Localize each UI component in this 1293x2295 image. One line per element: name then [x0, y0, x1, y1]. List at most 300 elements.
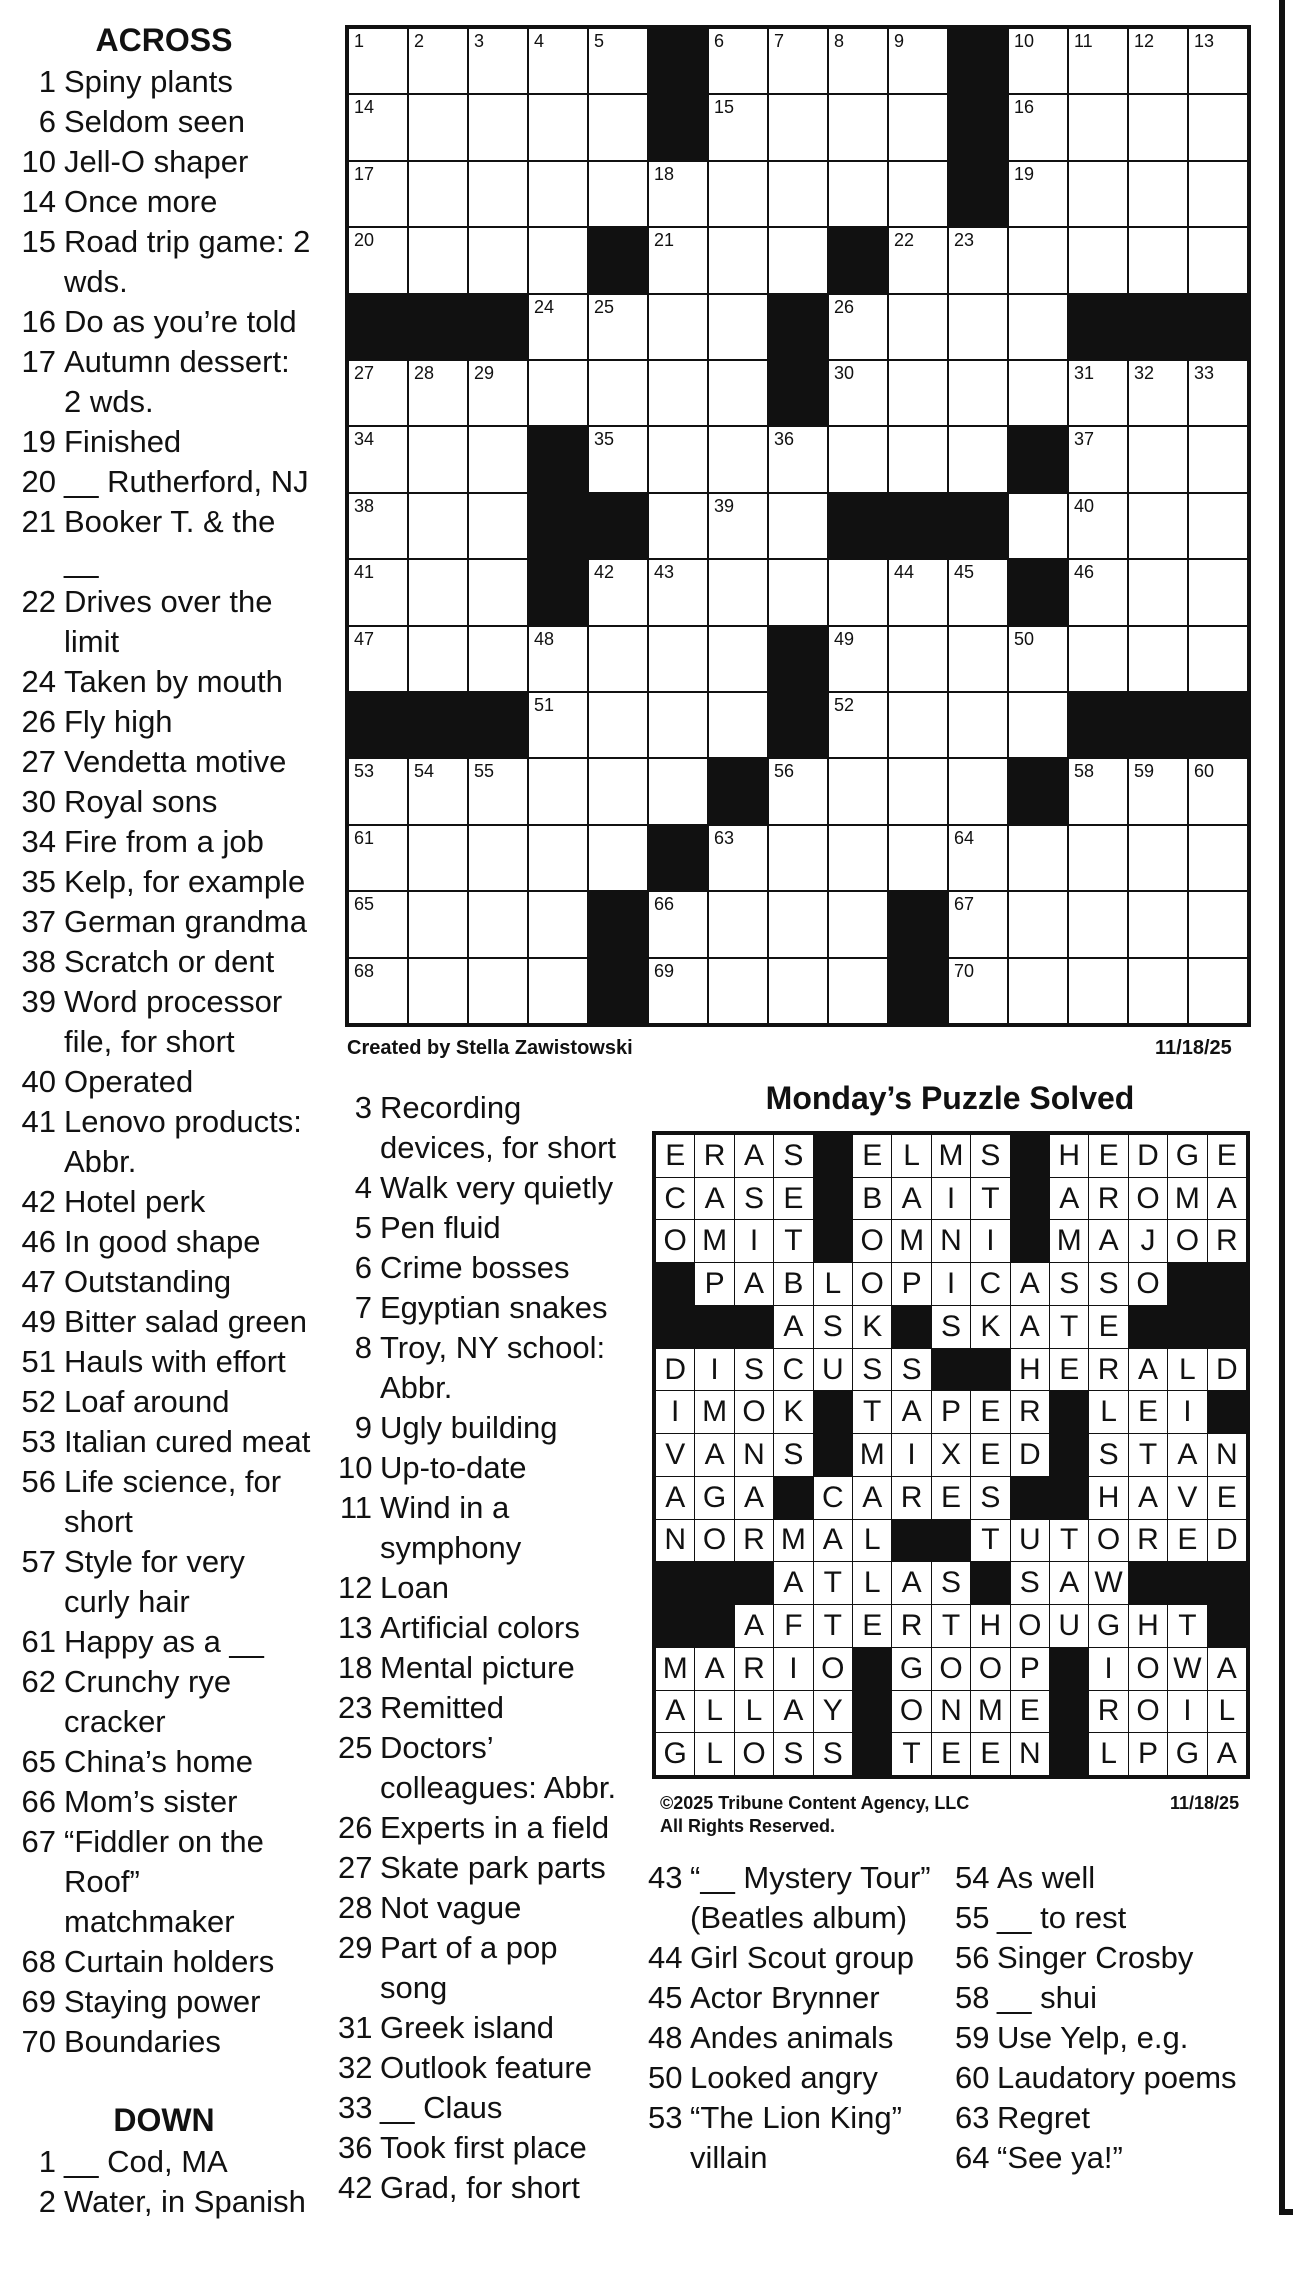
puzzle-cell[interactable] — [1009, 295, 1067, 359]
puzzle-cell[interactable] — [949, 627, 1007, 691]
clue-item — [338, 1888, 628, 1928]
puzzle-cell[interactable] — [889, 228, 947, 292]
puzzle-cell[interactable] — [1069, 494, 1127, 558]
solved-cell — [656, 1178, 694, 1220]
puzzle-cell[interactable] — [709, 427, 767, 491]
solved-cell — [695, 1520, 733, 1562]
puzzle-cell[interactable] — [1069, 560, 1127, 624]
clue-text: Finished — [64, 424, 182, 459]
puzzle-cell[interactable] — [409, 361, 467, 425]
solved-cell — [695, 1434, 733, 1476]
puzzle-cell[interactable] — [589, 427, 647, 491]
clue-item — [648, 1858, 948, 1938]
solved-cell — [1168, 1605, 1206, 1647]
clue-text: Staying power — [64, 1984, 261, 2019]
puzzle-cell[interactable] — [649, 427, 707, 491]
puzzle-cell[interactable] — [469, 361, 527, 425]
cell-number: 50 — [1014, 628, 1035, 649]
puzzle-cell[interactable] — [469, 162, 527, 226]
puzzle-cell[interactable] — [1069, 959, 1127, 1023]
puzzle-cell[interactable] — [409, 29, 467, 93]
puzzle-cell[interactable] — [949, 826, 1007, 890]
puzzle-cell[interactable] — [1189, 29, 1247, 93]
puzzle-cell[interactable] — [349, 228, 407, 292]
puzzle-cell[interactable] — [649, 560, 707, 624]
puzzle-cell[interactable] — [589, 162, 647, 226]
solved-letter: A — [743, 1608, 764, 1642]
clue-text: __ Cod, MA — [64, 2144, 228, 2179]
solved-letter: O — [1136, 1651, 1160, 1685]
puzzle-cell[interactable] — [1129, 627, 1187, 691]
black-square — [589, 228, 647, 292]
puzzle-cell[interactable] — [769, 95, 827, 159]
solved-cell — [735, 1220, 773, 1262]
puzzle-cell[interactable] — [529, 95, 587, 159]
solved-cell — [1168, 1691, 1206, 1733]
puzzle-cell[interactable] — [469, 560, 527, 624]
puzzle-cell[interactable] — [949, 228, 1007, 292]
solved-letter: L — [1100, 1395, 1117, 1429]
solved-cell — [735, 1648, 773, 1690]
black-square — [949, 95, 1007, 159]
puzzle-cell[interactable] — [409, 95, 467, 159]
puzzle-cell[interactable] — [889, 95, 947, 159]
puzzle-cell[interactable] — [529, 295, 587, 359]
puzzle-cell[interactable] — [1009, 826, 1067, 890]
puzzle-cell[interactable] — [829, 693, 887, 757]
clue-number: 64 — [955, 2140, 990, 2175]
puzzle-cell[interactable] — [529, 959, 587, 1023]
solved-letter: I — [946, 1181, 956, 1215]
puzzle-cell[interactable] — [1189, 959, 1247, 1023]
puzzle-cell[interactable] — [469, 892, 527, 956]
clue-text: __ to rest — [997, 1900, 1127, 1935]
black-square — [1189, 693, 1247, 757]
puzzle-cell[interactable] — [889, 693, 947, 757]
puzzle-cell[interactable] — [889, 162, 947, 226]
puzzle-cell[interactable] — [1189, 494, 1247, 558]
cell-number: 55 — [474, 761, 495, 782]
puzzle-cell[interactable] — [349, 361, 407, 425]
puzzle-cell[interactable] — [889, 427, 947, 491]
cell-number: 70 — [954, 960, 975, 981]
puzzle-cell[interactable] — [349, 29, 407, 93]
solved-cell — [695, 1648, 733, 1690]
puzzle-cell[interactable] — [409, 759, 467, 823]
puzzle-cell[interactable] — [829, 759, 887, 823]
puzzle-cell[interactable] — [1129, 427, 1187, 491]
puzzle-cell[interactable] — [1129, 29, 1187, 93]
clue-text: Girl Scout group — [690, 1940, 914, 1975]
puzzle-cell[interactable] — [469, 959, 527, 1023]
solved-cell — [1089, 1562, 1127, 1604]
puzzle-cell[interactable] — [889, 627, 947, 691]
puzzle-cell[interactable] — [469, 759, 527, 823]
puzzle-cell[interactable] — [1009, 959, 1067, 1023]
clue-number: 16 — [21, 304, 56, 339]
puzzle-cell[interactable] — [709, 959, 767, 1023]
puzzle-cell[interactable] — [589, 29, 647, 93]
puzzle-cell[interactable] — [949, 427, 1007, 491]
puzzle-cell[interactable] — [709, 892, 767, 956]
puzzle-cell[interactable] — [1009, 361, 1067, 425]
puzzle-cell[interactable] — [829, 826, 887, 890]
puzzle-cell[interactable] — [1129, 759, 1187, 823]
puzzle-cell[interactable] — [529, 162, 587, 226]
puzzle-cell[interactable] — [409, 892, 467, 956]
puzzle-cell[interactable] — [949, 560, 1007, 624]
solved-cell — [1168, 1648, 1206, 1690]
clue-text: Outlook feature — [380, 2050, 592, 2085]
cell-number: 12 — [1134, 31, 1155, 51]
puzzle-cell[interactable] — [709, 361, 767, 425]
puzzle-cell[interactable] — [349, 162, 407, 226]
clue-text: Autumn dessert: 2 wds. — [64, 344, 290, 419]
puzzle-cell[interactable] — [589, 759, 647, 823]
puzzle-cell[interactable] — [1129, 892, 1187, 956]
puzzle-cell[interactable] — [649, 959, 707, 1023]
solved-letter: O — [899, 1694, 924, 1728]
puzzle-cell[interactable] — [709, 95, 767, 159]
puzzle-cell[interactable] — [1189, 627, 1247, 691]
puzzle-cell[interactable] — [769, 228, 827, 292]
puzzle-cell[interactable] — [649, 162, 707, 226]
solved-letter: R — [703, 1138, 726, 1172]
puzzle-cell[interactable] — [1009, 95, 1067, 159]
clue-item — [14, 62, 314, 102]
clue-number: 27 — [338, 1850, 373, 1885]
puzzle-cell[interactable] — [769, 826, 827, 890]
puzzle-cell[interactable] — [1069, 95, 1127, 159]
solved-cell — [656, 1733, 694, 1775]
puzzle-cell[interactable] — [1009, 494, 1067, 558]
solved-letter: W — [1173, 1651, 1202, 1685]
puzzle-cell[interactable] — [469, 826, 527, 890]
clue-item — [14, 1302, 314, 1342]
puzzle-cell[interactable] — [469, 29, 527, 93]
puzzle-cell[interactable] — [1189, 361, 1247, 425]
clue-text: Singer Crosby — [997, 1940, 1194, 1975]
puzzle-cell[interactable] — [349, 627, 407, 691]
puzzle-cell[interactable] — [649, 627, 707, 691]
puzzle-cell[interactable] — [829, 627, 887, 691]
puzzle-cell[interactable] — [1129, 494, 1187, 558]
puzzle-cell[interactable] — [409, 427, 467, 491]
puzzle-cell[interactable] — [529, 29, 587, 93]
puzzle-cell[interactable] — [1189, 826, 1247, 890]
puzzle-cell[interactable] — [349, 826, 407, 890]
puzzle-cell[interactable] — [1129, 361, 1187, 425]
solved-letter: T — [823, 1608, 842, 1642]
puzzle-cell[interactable] — [1129, 826, 1187, 890]
puzzle-cell[interactable] — [409, 494, 467, 558]
solved-letter: P — [901, 1267, 922, 1301]
puzzle-cell[interactable] — [949, 959, 1007, 1023]
puzzle-cell[interactable] — [1069, 892, 1127, 956]
puzzle-cell[interactable] — [649, 759, 707, 823]
puzzle-cell[interactable] — [829, 427, 887, 491]
puzzle-cell[interactable] — [829, 892, 887, 956]
puzzle-cell[interactable] — [649, 228, 707, 292]
solved-cell — [1129, 1520, 1167, 1562]
puzzle-cell[interactable] — [409, 826, 467, 890]
puzzle-cell[interactable] — [349, 560, 407, 624]
solved-letter: W — [1094, 1566, 1123, 1600]
puzzle-cell[interactable] — [1069, 361, 1127, 425]
puzzle-cell[interactable] — [1129, 162, 1187, 226]
solved-letter: A — [1098, 1224, 1119, 1258]
clue-text: German grandma — [64, 904, 307, 939]
puzzle-cell[interactable] — [709, 228, 767, 292]
solved-letter: T — [1060, 1523, 1079, 1557]
puzzle-cell[interactable] — [409, 560, 467, 624]
puzzle-cell[interactable] — [529, 627, 587, 691]
puzzle-cell[interactable] — [1189, 892, 1247, 956]
puzzle-cell[interactable] — [1189, 759, 1247, 823]
puzzle-cell[interactable] — [709, 494, 767, 558]
puzzle-cell[interactable] — [709, 29, 767, 93]
puzzle-cell[interactable] — [1069, 627, 1127, 691]
solved-letter: I — [671, 1395, 680, 1429]
clue-number: 24 — [21, 664, 56, 699]
puzzle-cell[interactable] — [1129, 560, 1187, 624]
solved-cell — [1089, 1220, 1127, 1262]
clue-number: 19 — [21, 424, 56, 459]
cell-number: 41 — [354, 562, 375, 583]
solved-black-square — [853, 1733, 891, 1775]
puzzle-cell[interactable] — [769, 959, 827, 1023]
solved-letter: L — [863, 1566, 881, 1600]
puzzle-cell[interactable] — [769, 29, 827, 93]
cell-number: 37 — [1074, 429, 1095, 450]
puzzle-cell[interactable] — [1009, 693, 1067, 757]
solved-cell — [735, 1477, 773, 1519]
solved-black-square — [1050, 1391, 1088, 1433]
puzzle-cell[interactable] — [769, 494, 827, 558]
puzzle-cell[interactable] — [889, 295, 947, 359]
puzzle-cell[interactable] — [829, 295, 887, 359]
puzzle-cell[interactable] — [889, 759, 947, 823]
cell-number: 43 — [654, 562, 675, 583]
puzzle-cell[interactable] — [1069, 29, 1127, 93]
solved-black-square — [1050, 1733, 1088, 1775]
puzzle-cell[interactable] — [769, 427, 827, 491]
puzzle-cell[interactable] — [1189, 162, 1247, 226]
puzzle-cell[interactable] — [1129, 959, 1187, 1023]
puzzle-cell[interactable] — [1069, 427, 1127, 491]
solved-cell — [932, 1306, 970, 1348]
puzzle-cell[interactable] — [949, 759, 1007, 823]
puzzle-cell[interactable] — [889, 29, 947, 93]
solved-cell — [1129, 1135, 1167, 1177]
solved-letter: N — [664, 1523, 687, 1557]
solved-cell — [853, 1220, 891, 1262]
puzzle-cell[interactable] — [349, 759, 407, 823]
solved-cell — [1208, 1178, 1246, 1220]
puzzle-cell[interactable] — [589, 295, 647, 359]
clue-text: Once more — [64, 184, 218, 219]
puzzle-cell[interactable] — [469, 427, 527, 491]
puzzle-cell[interactable] — [1069, 826, 1127, 890]
puzzle-cell[interactable] — [1189, 228, 1247, 292]
clue-number: 61 — [21, 1624, 56, 1659]
puzzle-cell[interactable] — [1189, 427, 1247, 491]
solved-cell — [853, 1520, 891, 1562]
puzzle-cell[interactable] — [829, 162, 887, 226]
solved-letter: S — [822, 1737, 843, 1771]
solved-letter: E — [980, 1737, 1001, 1771]
clue-item — [14, 782, 314, 822]
solved-cell — [814, 1306, 852, 1348]
solved-title: Monday’s Puzzle Solved — [765, 1080, 1135, 1116]
solved-letter: H — [1058, 1138, 1081, 1172]
puzzle-cell[interactable] — [829, 95, 887, 159]
puzzle-cell[interactable] — [1009, 29, 1067, 93]
puzzle-cell[interactable] — [709, 295, 767, 359]
puzzle-cell[interactable] — [529, 759, 587, 823]
solved-letter: H — [1137, 1608, 1159, 1642]
puzzle-cell[interactable] — [529, 228, 587, 292]
solved-cell — [1129, 1391, 1167, 1433]
cell-number: 13 — [1194, 31, 1215, 51]
puzzle-cell[interactable] — [529, 892, 587, 956]
solved-letter: O — [1096, 1523, 1121, 1557]
puzzle-cell[interactable] — [769, 759, 827, 823]
puzzle-cell[interactable] — [1189, 560, 1247, 624]
solved-letter: T — [1178, 1608, 1197, 1642]
clue-number: 6 — [354, 1250, 372, 1285]
puzzle-cell[interactable] — [1009, 627, 1067, 691]
clue-number: 39 — [21, 984, 56, 1019]
puzzle-cell[interactable] — [889, 361, 947, 425]
puzzle-cell[interactable] — [829, 361, 887, 425]
puzzle-cell[interactable] — [589, 95, 647, 159]
solved-cell — [695, 1349, 733, 1391]
solved-cell — [1011, 1306, 1049, 1348]
black-square — [649, 826, 707, 890]
clue-item — [14, 942, 314, 982]
clue-text: Artificial colors — [380, 1610, 580, 1645]
solved-black-square — [971, 1562, 1009, 1604]
puzzle-cell[interactable] — [709, 162, 767, 226]
across-header: ACROSS — [95, 22, 233, 58]
puzzle-cell[interactable] — [1069, 228, 1127, 292]
puzzle-cell[interactable] — [949, 693, 1007, 757]
puzzle-cell[interactable] — [1009, 228, 1067, 292]
puzzle-cell[interactable] — [949, 295, 1007, 359]
puzzle-cell[interactable] — [469, 228, 527, 292]
puzzle-cell[interactable] — [589, 693, 647, 757]
puzzle-cell[interactable] — [469, 627, 527, 691]
puzzle-cell[interactable] — [649, 361, 707, 425]
solved-cell — [1129, 1733, 1167, 1775]
puzzle-cell[interactable] — [769, 162, 827, 226]
puzzle-cell[interactable] — [829, 959, 887, 1023]
solved-letter: I — [907, 1437, 916, 1471]
puzzle-cell[interactable] — [409, 162, 467, 226]
solved-black-square — [853, 1691, 891, 1733]
puzzle-cell[interactable] — [349, 494, 407, 558]
puzzle-cell[interactable] — [469, 494, 527, 558]
solved-letter: O — [860, 1267, 884, 1301]
puzzle-cell[interactable] — [949, 892, 1007, 956]
solved-letter: R — [900, 1480, 923, 1514]
clue-item — [14, 142, 314, 182]
puzzle-cell[interactable] — [769, 560, 827, 624]
puzzle-cell[interactable] — [529, 826, 587, 890]
puzzle-cell[interactable] — [529, 693, 587, 757]
puzzle-cell[interactable] — [349, 427, 407, 491]
puzzle-cell[interactable] — [829, 560, 887, 624]
puzzle-cell[interactable] — [649, 892, 707, 956]
puzzle-cell[interactable] — [589, 361, 647, 425]
puzzle-cell[interactable] — [349, 892, 407, 956]
puzzle-cell[interactable] — [349, 95, 407, 159]
solved-letter: A — [704, 1651, 725, 1685]
puzzle-cell[interactable] — [1069, 759, 1127, 823]
puzzle-cell[interactable] — [649, 494, 707, 558]
puzzle-cell[interactable] — [1009, 162, 1067, 226]
puzzle-cell[interactable] — [649, 295, 707, 359]
cell-number: 26 — [834, 296, 855, 317]
puzzle-cell[interactable] — [589, 826, 647, 890]
solved-black-square — [892, 1306, 930, 1348]
puzzle-cell[interactable] — [349, 959, 407, 1023]
solved-letter: H — [979, 1608, 1002, 1642]
clue-number: 37 — [21, 904, 56, 939]
puzzle-cell[interactable] — [1129, 228, 1187, 292]
puzzle-cell[interactable] — [889, 826, 947, 890]
clue-text: “__ Mystery Tour” (Beatles album) — [690, 1860, 931, 1935]
solved-cell — [814, 1477, 852, 1519]
puzzle-cell[interactable] — [589, 627, 647, 691]
puzzle-cell[interactable] — [409, 627, 467, 691]
puzzle-cell[interactable] — [1069, 162, 1127, 226]
puzzle-cell[interactable] — [409, 228, 467, 292]
solved-cell — [1011, 1520, 1049, 1562]
puzzle-cell[interactable] — [409, 959, 467, 1023]
solved-black-square — [892, 1520, 930, 1562]
puzzle-cell[interactable] — [709, 627, 767, 691]
puzzle-cell[interactable] — [469, 95, 527, 159]
puzzle-cell[interactable] — [649, 693, 707, 757]
solved-cell — [932, 1605, 970, 1647]
clue-number: 44 — [648, 1940, 683, 1975]
solved-letter: C — [664, 1181, 687, 1215]
puzzle-cell[interactable] — [1009, 892, 1067, 956]
clue-text: Drives over the limit — [64, 584, 273, 659]
solved-cell — [853, 1306, 891, 1348]
clue-text: Up-to-date — [380, 1450, 527, 1485]
puzzle-cell[interactable] — [889, 560, 947, 624]
puzzle-cell[interactable] — [949, 361, 1007, 425]
clue-item — [14, 342, 314, 422]
puzzle-cell[interactable] — [1189, 95, 1247, 159]
puzzle-cell[interactable] — [829, 29, 887, 93]
solved-cell — [971, 1178, 1009, 1220]
puzzle-cell[interactable] — [709, 826, 767, 890]
puzzle-cell[interactable] — [529, 361, 587, 425]
cell-number: 47 — [354, 628, 375, 649]
puzzle-cell[interactable] — [709, 560, 767, 624]
clue-number: 20 — [21, 464, 56, 499]
puzzle-cell[interactable] — [769, 892, 827, 956]
puzzle-cell[interactable] — [589, 560, 647, 624]
puzzle-cell[interactable] — [709, 693, 767, 757]
puzzle-cell[interactable] — [1129, 95, 1187, 159]
clue-item — [14, 2142, 314, 2182]
solved-black-square — [1129, 1562, 1167, 1604]
